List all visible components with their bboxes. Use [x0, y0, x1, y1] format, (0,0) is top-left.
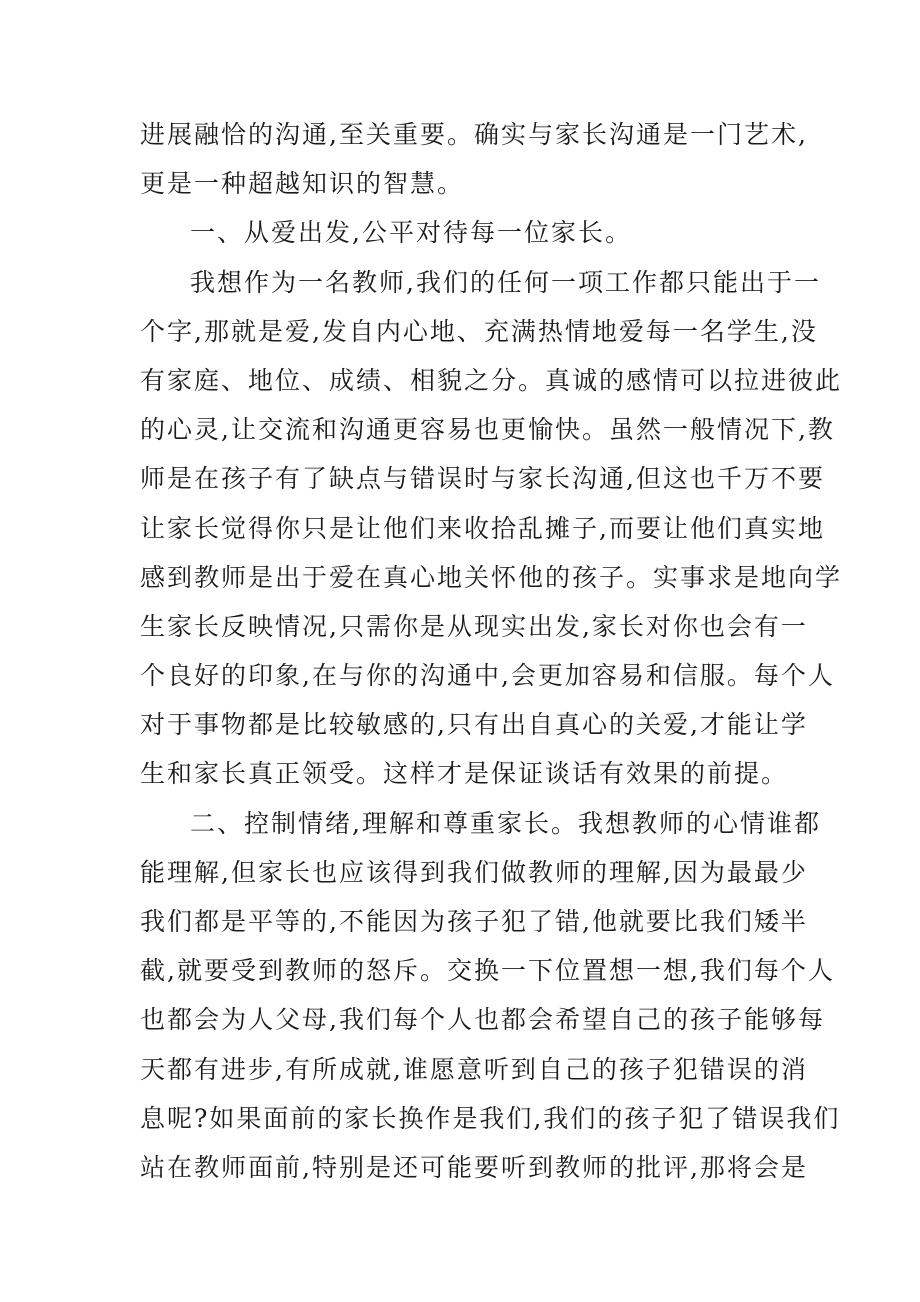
text-line: 进展融恰的沟通,至关重要。确实与家长沟通是一门艺术, [140, 120, 808, 149]
text-line: 个字,那就是爱,发自内心地、充满热情地爱每一名学生,没 [140, 316, 818, 346]
text-line: 我们都是平等的,不能因为孩子犯了错,他就要比我们矮半 [140, 907, 808, 936]
section-heading-1: 一、从爱出发,公平对待每一位家长。 [190, 218, 632, 248]
body-text [140, 110, 843, 1192]
text-line: 截,就要受到教师的怒斥。交换一下位置想一想,我们每个人 [140, 956, 835, 986]
text-line: 感到教师是出于爱在真心地关怀他的孩子。实事求是地向学 [140, 562, 843, 592]
text-line: 个良好的印象,在与你的沟通中,会更加容易和信服。每个人 [140, 661, 835, 691]
text-line: 生家长反映情况,只需你是从现实出发,家长对你也会有一 [140, 611, 808, 641]
text-line: 生和家长真正领受。这样才是保证谈话有效果的前提。 [140, 759, 789, 789]
text-line: 也都会为人父母,我们每个人也都会希望自己的孩子能够每 [140, 1005, 825, 1035]
text-line: 有家庭、地位、成绩、相貌之分。真诚的感情可以拉进彼此 [140, 365, 843, 395]
text-line: 的心灵,让交流和沟通更容易也更愉快。虽然一般情况下,教 [140, 415, 835, 445]
text-line: 让家长觉得你只是让他们来收拾乱摊子,而要让他们真实地 [140, 513, 825, 543]
text-line: 更是一种超越知识的智慧。 [140, 169, 465, 199]
text-line: 息呢?如果面前的家长换作是我们,我们的孩子犯了错误我们 [140, 1103, 841, 1133]
section-heading-2: 二、控制情绪,理解和尊重家长。我想教师的心情谁都 [190, 808, 821, 838]
text-line: 站在教师面前,特别是还可能要听到教师的批评,那将会是 [140, 1152, 808, 1182]
text-line: 对于事物都是比较敏感的,只有出自真心的关爱,才能让学 [140, 710, 808, 740]
text-line: 天都有进步,有所成就,谁愿意听到自己的孩子犯错误的消 [140, 1054, 808, 1084]
paragraph-start: 我想作为一名教师,我们的任何一项工作都只能出于一 [190, 267, 821, 297]
text-line: 师是在孩子有了缺点与错误时与家长沟通,但这也千万不要 [140, 464, 825, 494]
text-line: 能理解,但家长也应该得到我们做教师的理解,因为最最少 [140, 857, 808, 887]
